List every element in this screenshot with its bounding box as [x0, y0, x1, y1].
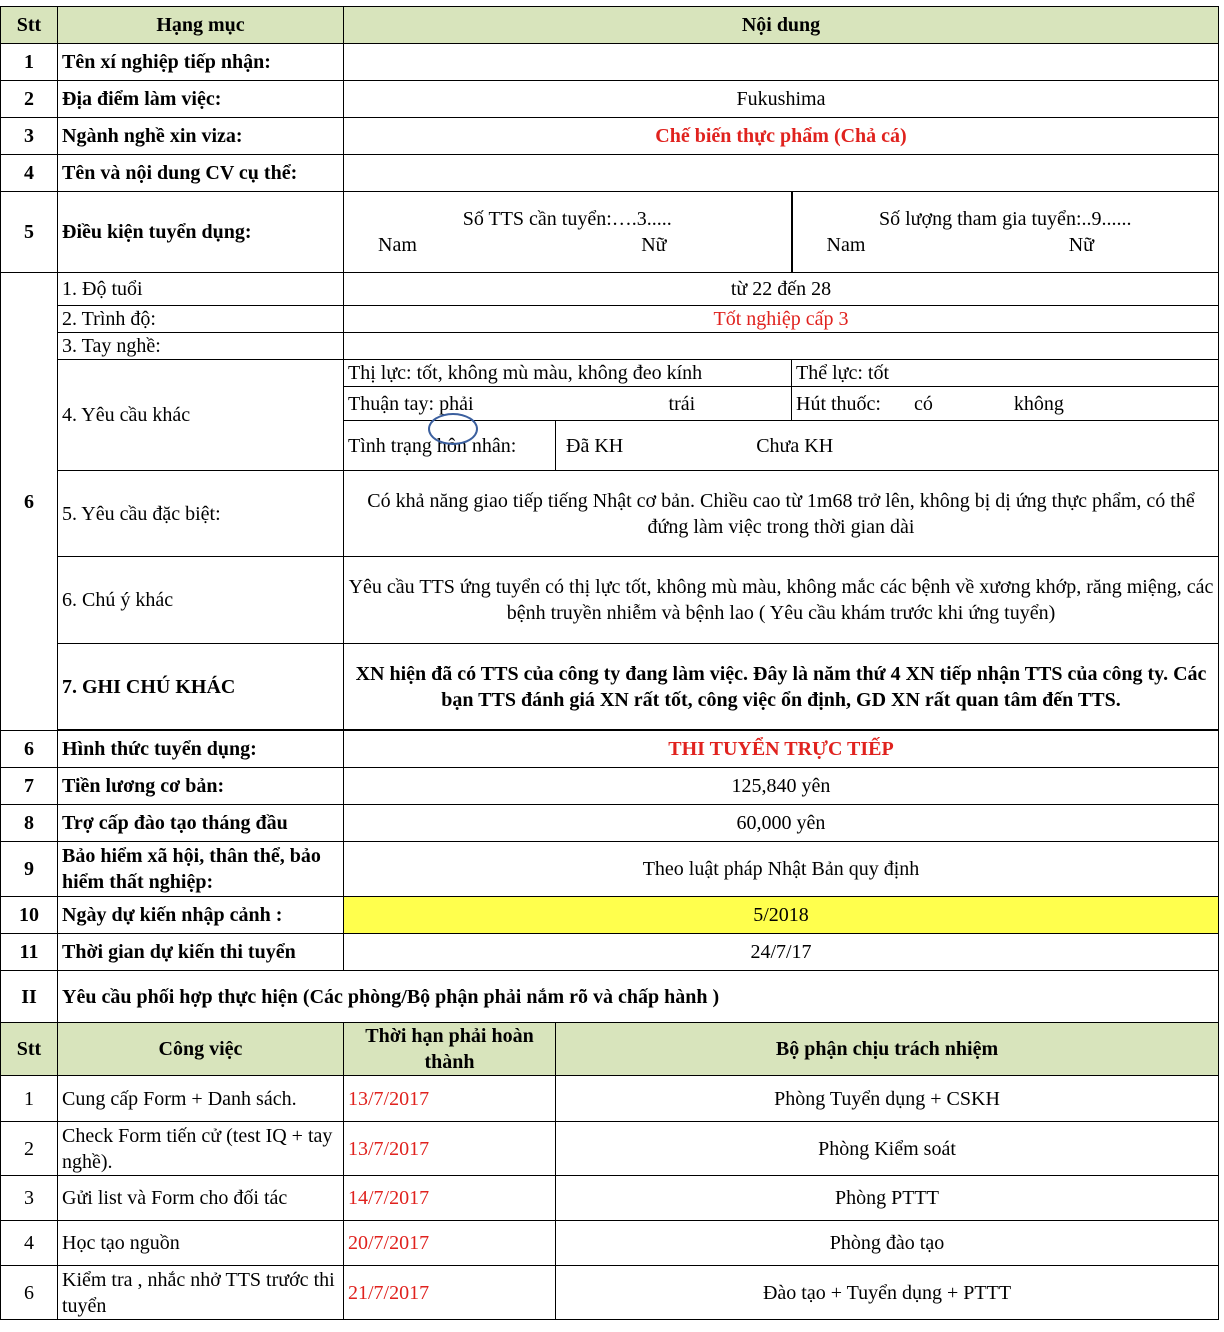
row-3-value: Chế biến thực phẩm (Chả cá) — [344, 118, 1219, 155]
row-6-stt: 6 — [1, 273, 58, 731]
section-2-title: Yêu cầu phối hợp thực hiện (Các phòng/Bộ phận phải nắm rõ và chấp hành ) — [58, 971, 1219, 1023]
row-2-stt: 2 — [1, 81, 58, 118]
tasks-header-deadline: Thời hạn phải hoàn thành — [344, 1023, 556, 1076]
row-5-label: Điều kiện tuyển dụng: — [58, 192, 344, 273]
row-2-label: Địa điểm làm việc: — [58, 81, 344, 118]
row-10-value: 5/2018 — [344, 897, 1219, 934]
participant-count-cell — [792, 192, 1219, 273]
vision-text: Thị lực: tốt, không mù màu, không đeo kính — [344, 360, 792, 387]
row-8-stt: 8 — [1, 805, 58, 842]
hand-right-text: trái — [668, 392, 696, 415]
smoke-cell — [792, 387, 1219, 421]
row-8 — [1, 805, 1219, 842]
row-3-label: Ngành nghề xin viza: — [58, 118, 344, 155]
note-label: 6. Chú ý khác — [58, 557, 344, 644]
other-requirements-label: 4. Yêu cầu khác — [58, 360, 344, 471]
row-1-stt: 1 — [1, 44, 58, 81]
task-row — [1, 1122, 1219, 1176]
row-6-other-1 — [1, 360, 1219, 387]
required-female-label: Nữ — [641, 234, 667, 256]
skill-value — [344, 333, 1219, 360]
task-deadline: 14/7/2017 — [344, 1176, 556, 1221]
ghichu-label: 7. GHI CHÚ KHÁC — [58, 644, 344, 730]
row-11 — [1, 934, 1219, 971]
task-deadline: 20/7/2017 — [344, 1221, 556, 1266]
task-stt: 4 — [1, 1221, 58, 1266]
row-6b — [1, 731, 1219, 768]
task-work: Check Form tiến cử (test IQ + tay nghề). — [58, 1122, 344, 1176]
row-9-value: Theo luật pháp Nhật Bản quy định — [344, 842, 1219, 897]
note-value: Yêu cầu TTS ứng tuyển có thị lực tốt, không mù màu, không mắc các bệnh về xương khớp, răng miệng, các bệnh truyền nhiễm và bệnh lao ( Yêu cầu khám trước khi ứng tuyển) — [344, 557, 1219, 644]
physical-text: Thể lực: tốt — [792, 360, 1219, 387]
row-7 — [1, 768, 1219, 805]
task-dept: Phòng PTTT — [556, 1176, 1219, 1221]
task-work: Kiểm tra , nhắc nhở TTS trước thi tuyển — [58, 1266, 344, 1320]
age-label: 1. Độ tuổi — [58, 273, 344, 306]
task-stt: 1 — [1, 1076, 58, 1122]
task-stt: 2 — [1, 1122, 58, 1176]
required-male-label: Nam — [378, 234, 417, 256]
ghichu-value: XN hiện đã có TTS của công ty đang làm việc. Đây là năm thứ 4 XN tiếp nhận TTS của công ty. Các bạn TTS đánh giá XN rất tốt, công việc ổn định, GD XN rất quan tâm đến TTS. — [344, 644, 1219, 730]
single-option: Chưa KH — [756, 434, 834, 457]
task-row — [1, 1176, 1219, 1221]
header-stt: Stt — [1, 7, 58, 44]
row-3-stt: 3 — [1, 118, 58, 155]
row-6b-stt: 6 — [1, 731, 58, 768]
header-noi-dung: Nội dung — [344, 7, 1219, 44]
task-row — [1, 1076, 1219, 1122]
hand-circle-mark — [428, 413, 478, 445]
row-6b-label: Hình thức tuyển dụng: — [58, 731, 344, 768]
row-11-value: 24/7/17 — [344, 934, 1219, 971]
participant-female-label: Nữ — [1068, 234, 1094, 256]
smoke-yes: có — [914, 392, 933, 415]
row-9-stt: 9 — [1, 842, 58, 897]
required-count-cell — [344, 192, 792, 273]
participant-count-gender — [797, 232, 1215, 258]
section-2-stt: II — [1, 971, 58, 1023]
tasks-header-work: Công việc — [58, 1023, 344, 1076]
smoke-no: không — [1013, 392, 1064, 415]
recruitment-form-table — [0, 6, 1219, 1320]
task-work: Cung cấp Form + Danh sách. — [58, 1076, 344, 1122]
task-deadline: 21/7/2017 — [344, 1266, 556, 1320]
row-4-stt: 4 — [1, 155, 58, 192]
header-row — [1, 7, 1219, 44]
tasks-header-row — [1, 1023, 1219, 1076]
task-dept: Phòng Kiểm soát — [556, 1122, 1219, 1176]
education-label: 2. Trình độ: — [58, 306, 344, 333]
special-label: 5. Yêu cầu đặc biệt: — [58, 471, 344, 557]
hand-cell — [344, 387, 792, 421]
task-dept: Phòng Tuyển dụng + CSKH — [556, 1076, 1219, 1122]
participant-count-title: Số lượng tham gia tuyển:..9...... — [878, 208, 1132, 230]
row-6-age — [1, 273, 1219, 306]
education-value: Tốt nghiệp cấp 3 — [344, 306, 1219, 333]
row-9-label: Bảo hiểm xã hội, thân thể, bảo hiểm thất nghiệp: — [58, 842, 344, 897]
row-8-value: 60,000 yên — [344, 805, 1219, 842]
row-1 — [1, 44, 1219, 81]
row-7-value: 125,840 yên — [344, 768, 1219, 805]
marital-options — [556, 421, 1219, 471]
row-6-skill — [1, 333, 1219, 360]
row-3 — [1, 118, 1219, 155]
marital-label: Tình trạng hôn nhân: — [344, 421, 556, 471]
task-dept: Đào tạo + Tuyển dụng + PTTT — [556, 1266, 1219, 1320]
row-4-value — [344, 155, 1219, 192]
participant-male-label: Nam — [826, 234, 866, 256]
tasks-header-dept: Bộ phận chịu trách nhiệm — [556, 1023, 1219, 1076]
row-9 — [1, 842, 1219, 897]
hand-text: Thuận tay: phải — [348, 392, 474, 415]
age-value: từ 22 đến 28 — [344, 273, 1219, 306]
row-4 — [1, 155, 1219, 192]
section-2-row — [1, 971, 1219, 1023]
row-1-label: Tên xí nghiệp tiếp nhận: — [58, 44, 344, 81]
row-6-education — [1, 306, 1219, 333]
header-hang-muc: Hạng mục — [58, 7, 344, 44]
row-5 — [1, 192, 1219, 273]
required-count-title: Số TTS cần tuyển:….3..... — [462, 208, 672, 230]
task-row — [1, 1266, 1219, 1320]
row-6-note — [1, 557, 1219, 644]
row-7-stt: 7 — [1, 768, 58, 805]
task-deadline: 13/7/2017 — [344, 1076, 556, 1122]
task-row — [1, 1221, 1219, 1266]
tasks-header-stt: Stt — [1, 1023, 58, 1076]
row-11-label: Thời gian dự kiến thi tuyển — [58, 934, 344, 971]
required-count-gender — [348, 232, 787, 258]
row-10-label: Ngày dự kiến nhập cảnh : — [58, 897, 344, 934]
task-work: Gửi list và Form cho đối tác — [58, 1176, 344, 1221]
task-stt: 3 — [1, 1176, 58, 1221]
married-option: Đã KH — [566, 434, 624, 457]
row-10 — [1, 897, 1219, 934]
row-4-label: Tên và nội dung CV cụ thể: — [58, 155, 344, 192]
row-6-special — [1, 471, 1219, 557]
smoke-label: Hút thuốc: — [796, 392, 881, 415]
task-deadline: 13/7/2017 — [344, 1122, 556, 1176]
row-5-stt: 5 — [1, 192, 58, 273]
row-2-value: Fukushima — [344, 81, 1219, 118]
row-6b-value: THI TUYỂN TRỰC TIẾP — [344, 731, 1219, 768]
row-7-label: Tiền lương cơ bản: — [58, 768, 344, 805]
row-11-stt: 11 — [1, 934, 58, 971]
task-dept: Phòng đào tạo — [556, 1221, 1219, 1266]
row-8-label: Trợ cấp đào tạo tháng đầu — [58, 805, 344, 842]
row-10-stt: 10 — [1, 897, 58, 934]
task-work: Học tạo nguồn — [58, 1221, 344, 1266]
row-2 — [1, 81, 1219, 118]
special-value: Có khả năng giao tiếp tiếng Nhật cơ bản. Chiều cao từ 1m68 trở lên, không bị dị ứng thực phẩm, có thể đứng làm việc trong thời gian dài — [344, 471, 1219, 557]
task-stt: 6 — [1, 1266, 58, 1320]
row-1-value — [344, 44, 1219, 81]
skill-label: 3. Tay nghề: — [58, 333, 344, 360]
row-6-ghichu — [1, 644, 1219, 730]
